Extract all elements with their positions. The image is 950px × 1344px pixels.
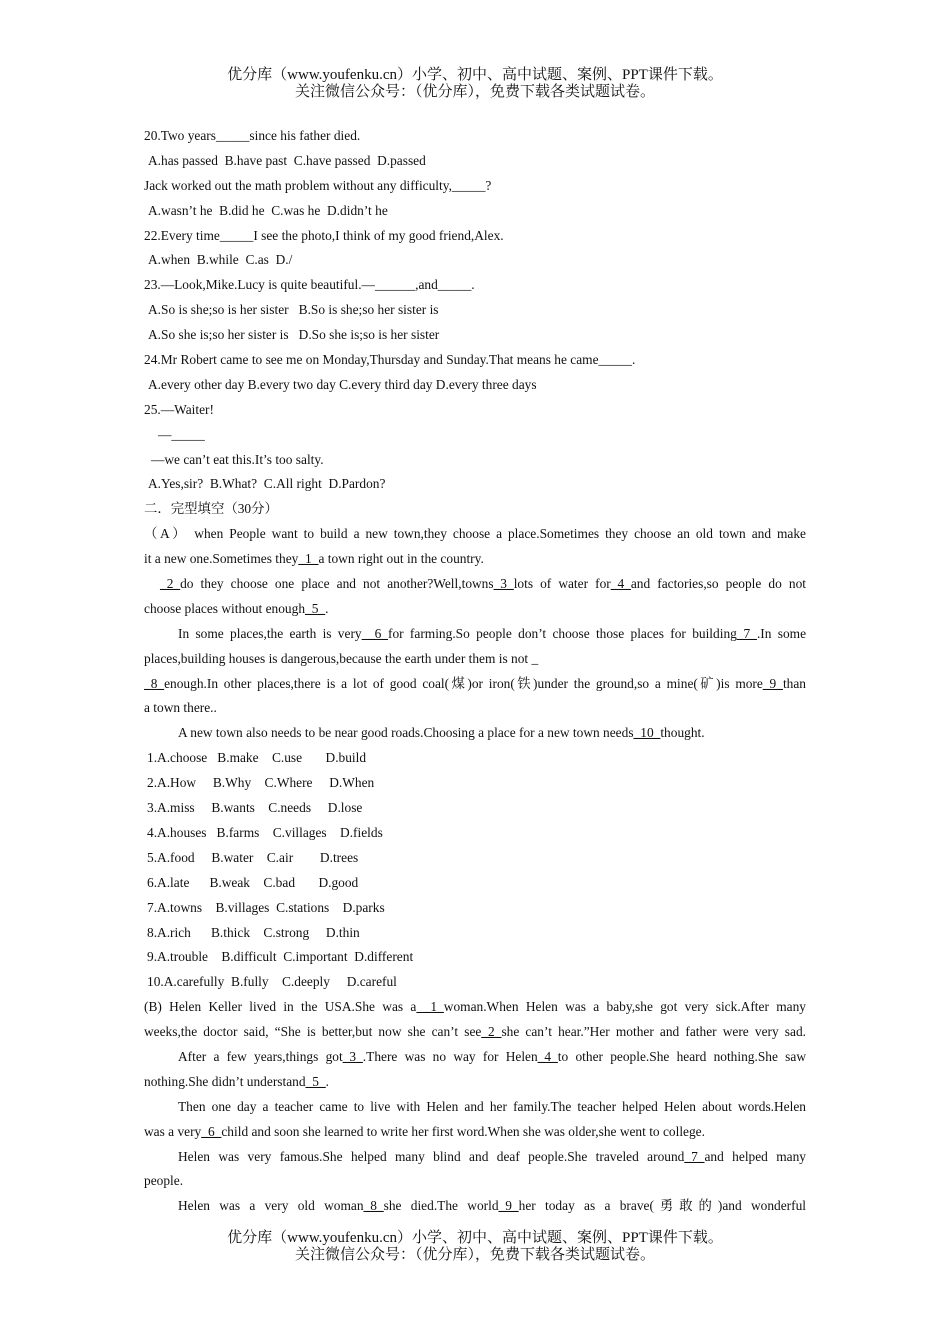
passage-b-line-6: was a very_6_child and soon she learned to write her first word.When she was older,she went to college.	[144, 1123, 705, 1139]
blank-b-7: _7_	[684, 1148, 705, 1164]
question-23-options-2: A.So she is;so her sister is D.So she is;so is her sister	[148, 327, 440, 343]
footer-line-2: 关注微信公众号：（优分库），免费下载各类试题试卷。	[294, 1247, 655, 1263]
question-22-options: A.when B.while C.as D./	[148, 252, 293, 268]
question-24: 24.Mr Robert came to see me on Monday,Thursday and Sunday.That means he came_____.	[144, 352, 636, 368]
passage-b-line-2: weeks,the doctor said, “She is better,but now she can’t see_2_she can’t hear.”Her mother and father were very sad.	[144, 1024, 806, 1040]
blank-a-9: _9_	[762, 675, 783, 691]
passage-a-line-5: In some places,the earth is very _6_for farming.So people don’t choose those places for building_7_.In some	[178, 625, 806, 641]
blank-b-1: _1_	[416, 999, 444, 1015]
document-body	[144, 124, 806, 1219]
question-20-options: A.has passed B.have past C.have passed D.passed	[148, 152, 426, 168]
blank-a-10: _10_	[633, 725, 661, 741]
blank-a-6: _6_	[361, 625, 389, 641]
passage-a-line-6: places,building houses is dangerous,because the earth under them is not _	[144, 650, 539, 666]
blank-a-7: _7_	[736, 625, 757, 641]
passage-a-line-3: _2_do they choose one place and not another?Well,towns_3_lots of water for_4_and factories,so people do not	[160, 576, 806, 592]
passage-a-line-1: （A） when People want to build a new town,they choose a place.Sometimes they choose an old town and make	[144, 526, 806, 542]
blank-a-1: _1_	[298, 551, 319, 567]
question-25: 25.—Waiter!	[144, 401, 214, 417]
question-23: 23.—Look,Mike.Lucy is quite beautiful.—______,and_____.	[144, 277, 475, 293]
question-22: 22.Every time_____I see the photo,I think of my good friend,Alex.	[144, 227, 504, 243]
passage-a-line-8: a town there..	[144, 700, 217, 716]
question-25-options: A.Yes,sir? B.What? C.All right D.Pardon?	[148, 476, 386, 492]
passage-b-line-3: After a few years,things got_3_.There was no way for Helen_4_to other people.She heard nothing.She saw	[178, 1048, 806, 1064]
blank-b-9: _9_	[498, 1198, 519, 1214]
header-line-1: 优分库（www.youfenku.cn）小学、初中、高中试题、案例、PPT课件下载。	[227, 67, 723, 83]
question-25-dialog-2: —we can’t eat this.It’s too salty.	[151, 451, 324, 467]
option-row-9: 9.A.trouble B.difficult C.important D.different	[147, 949, 414, 965]
blank-a-2: _2_	[160, 576, 181, 592]
passage-b-line-9: Helen was a very old woman_8_she died.The world_9_her today as a brave(勇敢的)and wonderful	[178, 1198, 806, 1214]
option-row-7: 7.A.towns B.villages C.stations D.parks	[147, 899, 385, 915]
blank-b-6: _6_	[201, 1123, 222, 1139]
blank-a-8: _8_	[144, 675, 165, 691]
passage-a-line-7: _8_enough.In other places,there is a lot of good coal(煤)or iron(铁)under the ground,so a mine(矿)is more_9_than	[144, 675, 806, 691]
option-row-3: 3.A.miss B.wants C.needs D.lose	[147, 800, 363, 816]
question-21-options: A.wasn’t he B.did he C.was he D.didn’t he	[148, 202, 388, 218]
passage-b-line-4: nothing.She didn’t understand_5_.	[144, 1073, 329, 1089]
option-row-5: 5.A.food B.water C.air D.trees	[147, 849, 359, 865]
question-20: 20.Two years_____since his father died.	[144, 128, 361, 143]
passage-b-line-5: Then one day a teacher came to live with Helen and her family.The teacher helped Helen about words.Helen	[178, 1098, 806, 1114]
passage-a-line-2: it a new one.Sometimes they_1_a town right out in the country.	[144, 551, 484, 567]
blank-b-3: _3_	[342, 1048, 363, 1064]
passage-b-line-1: (B) Helen Keller lived in the USA.She was a _1_woman.When Helen was a baby,she got very sick.After many	[144, 999, 806, 1015]
question-24-options: A.every other day B.every two day C.every third day D.every three days	[148, 376, 537, 392]
blank-b-4: _4_	[537, 1048, 558, 1064]
passage-b-line-7: Helen was very famous.She helped many blind and deaf people.She traveled around_7_and helped many	[178, 1148, 806, 1164]
footer-line-1: 优分库（www.youfenku.cn）小学、初中、高中试题、案例、PPT课件下载。	[227, 1230, 723, 1246]
passage-a-line-4: choose places without enough_5_.	[144, 600, 329, 616]
blank-a-3: _3_	[493, 576, 514, 592]
question-21: Jack worked out the math problem without any difficulty,_____?	[144, 177, 492, 193]
blank-a-4: _4_	[610, 576, 631, 592]
question-23-options-1: A.So is she;so is her sister B.So is she;so her sister is	[148, 302, 439, 318]
option-row-6: 6.A.late B.weak C.bad D.good	[147, 874, 359, 890]
option-row-1: 1.A.choose B.make C.use D.build	[147, 750, 367, 766]
page-header	[0, 67, 950, 101]
option-row-10: 10.A.carefully B.fully C.deeply D.careful	[147, 974, 397, 990]
blank-b-8: _8_	[363, 1198, 384, 1214]
passage-a-line-9: A new town also needs to be near good roads.Choosing a place for a new town needs_10_thought.	[178, 725, 705, 741]
page-footer	[0, 1230, 950, 1264]
option-row-2: 2.A.How B.Why C.Where D.When	[147, 775, 375, 791]
header-line-2: 关注微信公众号：（优分库），免费下载各类试题试卷。	[294, 84, 655, 100]
blank-b-2: _2_	[481, 1024, 502, 1040]
option-row-4: 4.A.houses B.farms C.villages D.fields	[147, 824, 383, 840]
blank-b-5: _5_	[305, 1073, 326, 1089]
passage-b-line-8: people.	[144, 1173, 184, 1189]
blank-a-5: _5_	[305, 600, 326, 616]
question-25-dialog-1: —_____	[158, 426, 205, 442]
option-row-8: 8.A.rich B.thick C.strong D.thin	[147, 924, 360, 940]
section-heading-cloze: 二．完型填空（30分）	[144, 501, 278, 517]
